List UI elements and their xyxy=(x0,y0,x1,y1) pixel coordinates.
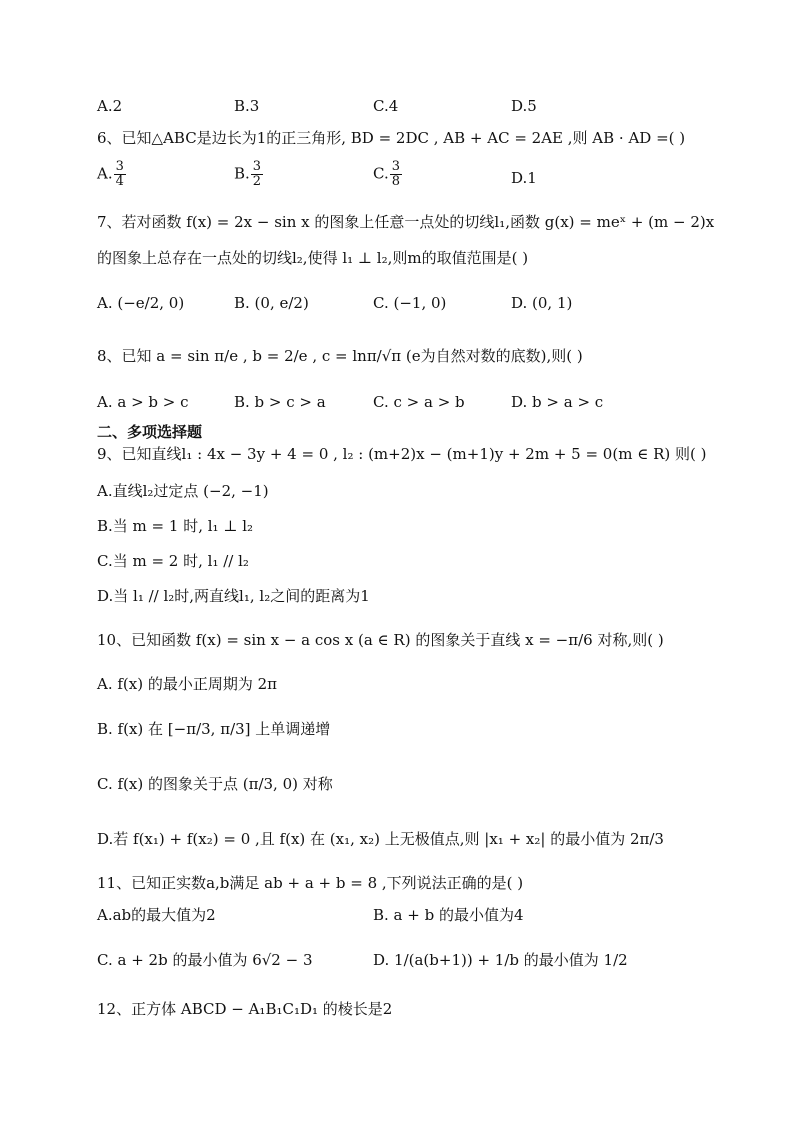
q6-option-c-fraction xyxy=(390,160,402,189)
q6-option-c-prefix: C. xyxy=(373,164,389,183)
q6-option-b-fraction xyxy=(251,160,263,189)
q8-option-d: D. b > a > c xyxy=(511,393,604,411)
q9-stem: 9、已知直线l₁ : 4x − 3y + 4 = 0 , l₂ : (m+2)x − (m+1)y + 2m + 5 = 0(m ∈ R) 则( ) xyxy=(97,445,707,463)
q7-option-d: D. (0, 1) xyxy=(511,294,573,312)
q10-option-d: D.若 f(x₁) + f(x₂) = 0 ,且 f(x) 在 (x₁, x₂) 上无极值点,则 |x₁ + x₂| 的最小值为 2π/3 xyxy=(97,830,664,848)
q6-option-b xyxy=(234,160,264,189)
q6-option-a xyxy=(97,160,127,189)
q7-stem-line2: 的图象上总存在一点处的切线l₂,使得 l₁ ⊥ l₂,则m的取值范围是( ) xyxy=(97,249,529,267)
q12-stem: 12、正方体 ABCD − A₁B₁C₁D₁ 的棱长是2 xyxy=(97,1000,393,1018)
q9-option-c: C.当 m = 2 时, l₁ // l₂ xyxy=(97,552,249,570)
q6-option-a-num: 3 xyxy=(115,159,124,174)
q10-stem: 10、已知函数 f(x) = sin x − a cos x (a ∈ R) 的图象关于直线 x = −π/6 对称,则( ) xyxy=(97,631,664,649)
q11-stem: 11、已知正实数a,b满足 ab + a + b = 8 ,下列说法正确的是( ) xyxy=(97,874,524,892)
q6-option-b-num: 3 xyxy=(252,159,262,174)
q6-option-c xyxy=(373,160,403,189)
q11-option-b: B. a + b 的最小值为4 xyxy=(373,906,524,924)
q5-option-a: A.2 xyxy=(97,97,123,115)
q11-option-a: A.ab的最大值为2 xyxy=(97,906,216,924)
q8-option-c: C. c > a > b xyxy=(373,393,465,411)
q5-option-d: D.5 xyxy=(511,97,537,115)
q6-option-b-den: 2 xyxy=(252,174,262,189)
q7-option-a: A. (−e/2, 0) xyxy=(97,294,185,312)
q6-option-c-den: 8 xyxy=(391,174,400,189)
q10-option-c: C. f(x) 的图象关于点 (π/3, 0) 对称 xyxy=(97,775,333,793)
q8-option-a: A. a > b > c xyxy=(97,393,189,411)
q9-option-a: A.直线l₂过定点 (−2, −1) xyxy=(97,482,269,500)
q6-option-a-den: 4 xyxy=(115,174,124,189)
q11-option-d: D. 1/(a(b+1)) + 1/b 的最小值为 1/2 xyxy=(373,951,628,969)
q6-option-b-prefix: B. xyxy=(234,164,250,183)
q9-option-b: B.当 m = 1 时, l₁ ⊥ l₂ xyxy=(97,517,253,535)
q7-option-c: C. (−1, 0) xyxy=(373,294,447,312)
q10-option-a: A. f(x) 的最小正周期为 2π xyxy=(97,675,278,693)
q6-stem: 6、已知△ABC是边长为1的正三角形, BD = 2DC , AB + AC = 2AE ,则 AB · AD =( ) xyxy=(97,129,686,147)
q5-option-b: B.3 xyxy=(234,97,260,115)
q9-option-d: D.当 l₁ // l₂时,两直线l₁, l₂之间的距离为1 xyxy=(97,587,370,605)
q8-stem: 8、已知 a = sin π/e , b = 2/e , c = lnπ/√π (e为自然对数的底数),则( ) xyxy=(97,347,583,365)
q6-option-c-num: 3 xyxy=(391,159,400,174)
q7-option-b: B. (0, e/2) xyxy=(234,294,309,312)
q11-option-c: C. a + 2b 的最小值为 6√2 − 3 xyxy=(97,951,313,969)
q5-option-c: C.4 xyxy=(373,97,399,115)
q7-stem-line1: 7、若对函数 f(x) = 2x − sin x 的图象上任意一点处的切线l₁,函数 g(x) = meˣ + (m − 2)x xyxy=(97,213,715,231)
q6-option-d: D.1 xyxy=(511,169,537,187)
q10-option-b: B. f(x) 在 [−π/3, π/3] 上单调递增 xyxy=(97,720,331,738)
q6-option-a-prefix: A. xyxy=(97,164,113,183)
section-heading-multiple-choice: 二、多项选择题 xyxy=(97,423,203,441)
q8-option-b: B. b > c > a xyxy=(234,393,326,411)
q6-option-a-fraction xyxy=(114,160,126,189)
